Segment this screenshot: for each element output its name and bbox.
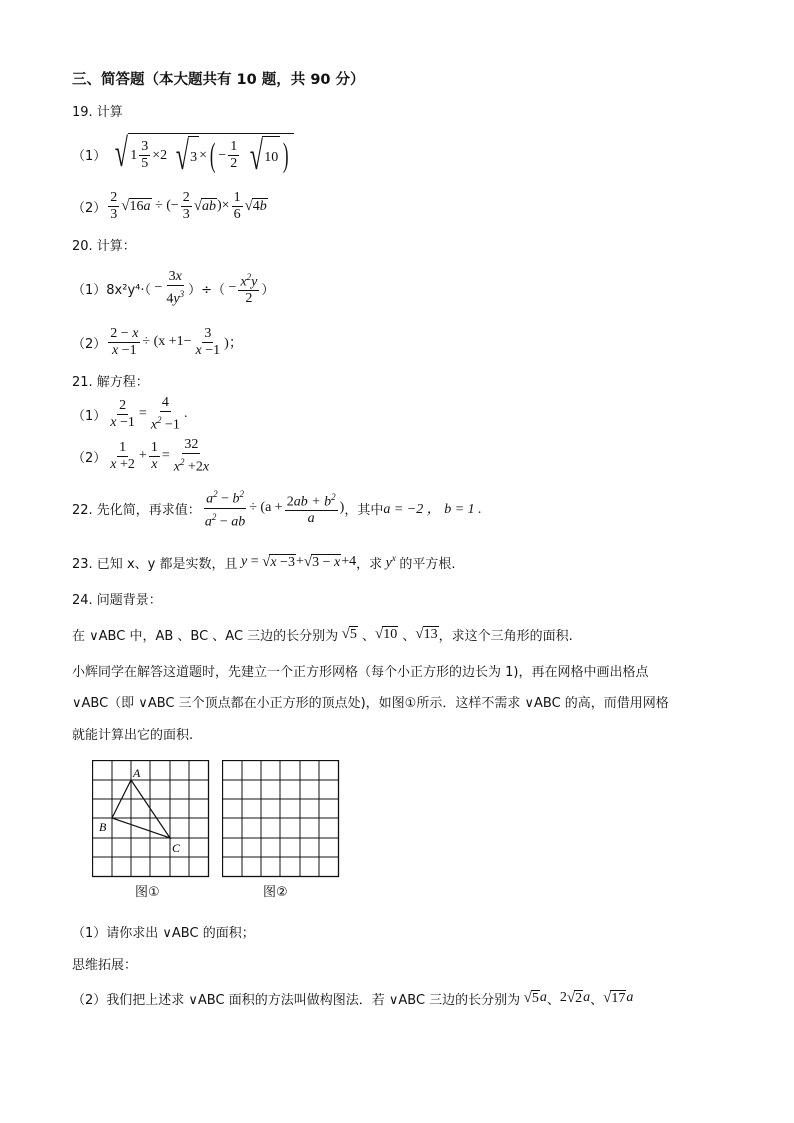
figure-1-grid — [92, 760, 212, 880]
q21-p2-label: （2） — [72, 450, 107, 466]
q24-part2-a: （2）我们把上述求 ∨ABC 面积的方法叫做构图法．若 ∨ABC 三边的长分别为 — [72, 992, 521, 1008]
q20-p1-expr: − $\frac{3x}{4y^3}$ ）÷（ − $\frac{x^2y}{2}$ ） — [151, 268, 275, 307]
q21-part1 — [72, 395, 187, 433]
q23 — [72, 550, 456, 574]
q21-part2 — [72, 437, 213, 475]
q19-part2 — [72, 186, 268, 226]
q21-p1-label: （1） — [72, 408, 107, 424]
q19-p1-label: （1） — [72, 148, 107, 164]
q20-p2-expr: $\frac{2 - x}{x -1}$ ÷ (x +1− $\frac{3}{x -1}$ )； — [110, 325, 243, 358]
q23-text-b: ，求 — [356, 556, 383, 572]
q21-label: 21. 解方程： — [72, 375, 149, 390]
q19-p2-label: （2） — [72, 200, 107, 216]
q19-label: 19. 计算 — [72, 105, 123, 120]
q22 — [72, 488, 482, 528]
vertex-c-label: C — [172, 841, 181, 855]
q24-extension: 思维拓展： — [72, 958, 138, 973]
q23-text-a: 23. 已知 x、y 都是实数，且 — [72, 556, 238, 572]
triangle-abc — [112, 780, 170, 838]
figure-1-caption: 图① — [135, 885, 160, 900]
q24-part2 — [72, 986, 633, 1010]
q20-part1 — [72, 267, 274, 309]
q24-line4: 就能计算出它的面积. — [72, 728, 194, 743]
q23-expr: y = √ x −3 + √ 3 − x +4 — [237, 554, 357, 570]
vertex-b-label: B — [99, 820, 107, 834]
q20-p1-head: 8x²y⁴·（ — [106, 282, 151, 298]
q20-p1-label: （1） — [72, 282, 107, 298]
figure-2-caption: 图② — [263, 885, 288, 900]
q23-text-c: 的平方根. — [399, 556, 456, 572]
q22-condition: a = −2 ， b = 1 . — [383, 502, 482, 517]
vertex-a-label: A — [133, 766, 141, 780]
q24-part2-sep-2: 、 — [590, 992, 604, 1008]
fig2-gridlines — [223, 761, 339, 877]
q21-p2-expr: $\frac{1}{x +2}$ + $\frac{1}{x}$ = $\frac{32}{x^2 +2x}$ — [110, 436, 210, 475]
q24-part2-sides: √ 5 a 、 2 √ 2 a 、 √ 17 a — [523, 990, 634, 1008]
q24-sides: √ 5 、 √ 10 、 √ 13 — [341, 626, 438, 644]
section-title: 三、简答题（本大题共有 10 题，共 90 分） — [72, 72, 365, 88]
q20-part2 — [72, 322, 243, 362]
q22-expr: $\frac{a^2 - b^2}{a^2 - ab}$ ÷ (a + $\frac{2ab + b^2}{a}$ ) — [201, 486, 345, 530]
q24-line2: 小辉同学在解答这道题时，先建立一个正方形网格（每个小正方形的边长为 1)，再在网格中画出格点 — [72, 665, 649, 680]
q24-line1 — [72, 622, 573, 646]
q19-p2-expr: $\frac{2}{3}$ √ 16a ÷ (− $\frac{2}{3}$ √ ab )× $\frac{1}{6}$ √ 4b — [110, 189, 267, 222]
q24-label: 24. 问题背景： — [72, 593, 162, 608]
q23-power: $y^x$ — [382, 552, 396, 571]
q24-part2-sep-1: 、 — [546, 992, 560, 1008]
q21-p1-expr: $\frac{2}{x -1}$ = $\frac{4}{x^2 -1}$ . — [110, 394, 188, 433]
q24-line3: ∨ABC（即 ∨ABC 三个顶点都在小正方形的顶点处)，如图①所示．这样不需求 ∨ABC 的高，而借用网格 — [72, 696, 669, 711]
q24-line1-b: ，求这个三角形的面积. — [438, 628, 573, 644]
q19-part1 — [72, 129, 294, 178]
q22-tail: ，其中 — [344, 502, 384, 518]
q19-p1-expr: √ 1 $\frac{3}{5}$ ×2 √ 3 × ( − $\frac{1}{2}$ √ 10 ) — [106, 133, 293, 176]
figure-2-grid — [222, 760, 342, 880]
q22-label: 22. 先化简，再求值： — [72, 502, 201, 518]
q24-line1-a: 在 ∨ABC 中，AB 、BC 、AC 三边的长分别为 — [72, 628, 339, 644]
fig1-gridlines — [93, 761, 209, 877]
q20-p2-label: （2） — [72, 336, 107, 352]
q24-part1: （1）请你求出 ∨ABC 的面积； — [72, 926, 255, 941]
q20-label: 20. 计算： — [72, 239, 136, 254]
